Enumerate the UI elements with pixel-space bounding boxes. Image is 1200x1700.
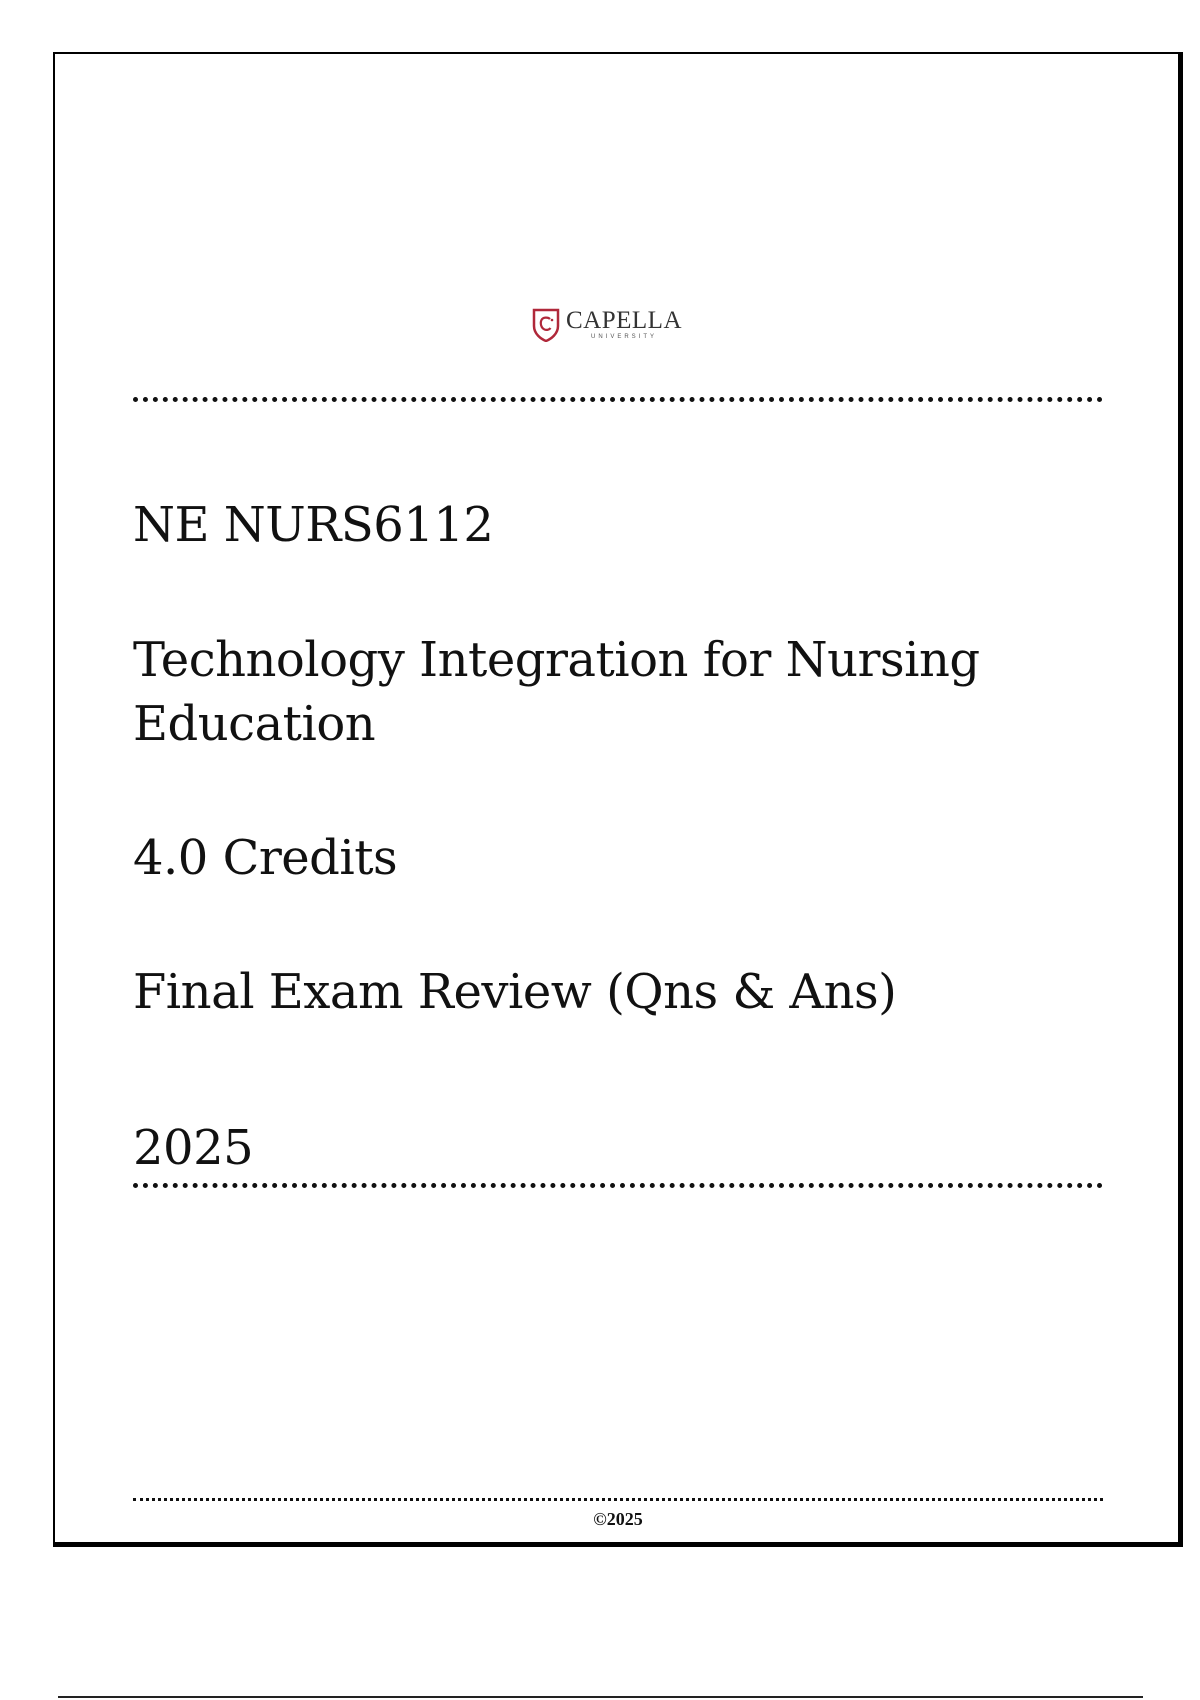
middle-dotted-divider [133, 1183, 1103, 1188]
university-logo [532, 305, 682, 345]
page-frame [53, 52, 1183, 1547]
course-title-line-2: Education [133, 696, 376, 752]
course-title-line-1: Technology Integration for Nursing [133, 632, 980, 688]
shield-icon [532, 308, 560, 342]
document-type: Final Exam Review (Qns & Ans) [133, 964, 897, 1020]
course-code: NE NURS6112 [133, 497, 494, 553]
footer-copyright: ©2025 [593, 1509, 643, 1529]
credits: 4.0 Credits [133, 830, 398, 886]
bottom-rule [58, 1696, 1143, 1698]
logo-subtitle: UNIVERSITY [590, 334, 657, 340]
year: 2025 [133, 1120, 254, 1176]
footer-dotted-divider [133, 1498, 1103, 1501]
logo-name: CAPELLA [566, 307, 682, 334]
top-dotted-divider [133, 397, 1103, 402]
